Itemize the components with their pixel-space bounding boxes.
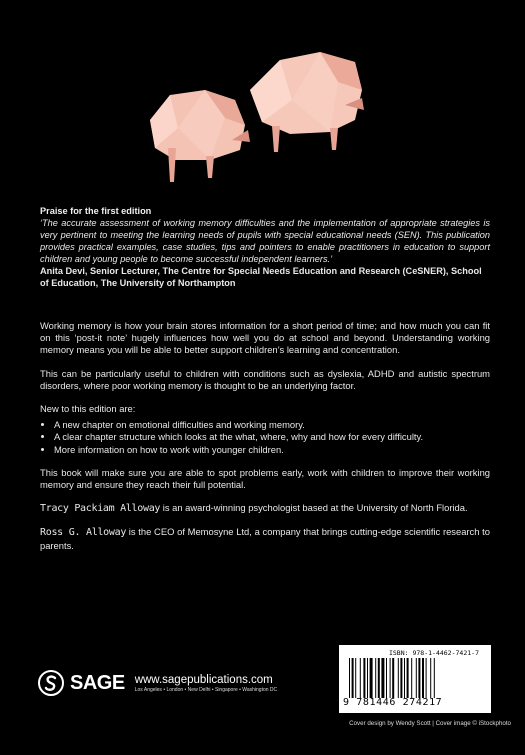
praise-heading: Praise for the first edition (40, 206, 152, 216)
author-2-name: Ross G. Alloway (40, 527, 127, 539)
isbn-barcode (339, 645, 491, 713)
barcode-number: 9 781446 274217 (343, 697, 443, 708)
praise-section (40, 205, 490, 289)
author-2-bio (40, 526, 490, 551)
publisher-name: SAGE (70, 671, 125, 694)
publisher-cities: Los Angeles • London • New Delhi • Singapore • Washington DC (134, 686, 278, 693)
praise-author: Anita Devi, Senior Lecturer, The Centre for Special Needs Education and Research (CeSNER), School of Education, The University of Northampton (40, 266, 482, 288)
author-2-bio-text: is the CEO of Memosyne Ltd, a company that brings cutting-edge scientific research to parents. (40, 526, 490, 551)
barcode-bar (416, 658, 417, 698)
origami-pig-right-image (250, 52, 364, 152)
barcode-bar (398, 658, 399, 698)
list-item: • More information on how to work with younger children. (54, 444, 490, 456)
barcode-bar (352, 658, 354, 698)
praise-quote: ‘The accurate assessment of working memory difficulties and the implementation of appropriate strategies is very pertinent to meeting the learning needs of pupils with special educational needs (SEN). This publication provides practical examples, case studies, tips and pointers to enable practitioners in education to support children and young people to become successful independent learners.’ (40, 218, 490, 264)
publisher-logo (38, 670, 277, 696)
new-edition-heading: New to this edition are: (40, 403, 136, 415)
barcode-bar (349, 658, 350, 698)
barcode-bar (392, 658, 394, 698)
cover-image-origami-pigs (0, 0, 525, 200)
barcode-bar (381, 658, 384, 698)
origami-pig-left-image (150, 90, 250, 182)
barcode-bar (434, 658, 435, 698)
barcode-bar (422, 658, 424, 698)
barcode-bar (400, 658, 402, 698)
new-edition-list (40, 419, 490, 456)
author-1-bio (40, 502, 490, 515)
isbn-label: ISBN: 978-1-4462-7421-7 (388, 649, 479, 657)
barcode-bar (407, 658, 409, 698)
author-1-bio-text: is an award-winning psychologist based at the University of North Florida. (160, 502, 468, 514)
barcode-bar (363, 658, 365, 698)
barcode-bar (370, 658, 373, 698)
blurb-paragraph-2: This can be particularly useful to children with conditions such as dyslexia, ADHD and autistic spectrum disorders, where poor working memory is thought to be an underlying factor. (40, 367, 490, 391)
barcode-bar (355, 658, 356, 698)
barcode-bar (360, 658, 361, 698)
list-item: • A new chapter on emotional difficulties and working memory. (54, 419, 490, 431)
barcode-bar (390, 658, 391, 698)
barcode-bar (430, 658, 431, 698)
barcode-bar (367, 658, 368, 698)
blurb (40, 320, 490, 563)
barcode-bar (375, 658, 376, 698)
blurb-paragraph-1: Working memory is how your brain stores information for a short period of time; and how much you can fit on this ‘post-it note’ hugely influences how well you do at school and beyond. Understanding working memory means you will be able to better support children’s learning and concentration. (40, 320, 490, 356)
blurb-paragraph-3: This book will make sure you are able to spot problems early, work with children to improve their working memory and ensure they reach their full potential. (40, 466, 490, 491)
cover-credits: Cover design by Wendy Scott | Cover image © iStockphoto (349, 720, 511, 727)
barcode-bars (349, 658, 481, 698)
barcode-bar (404, 658, 405, 698)
barcode-bar (386, 658, 387, 698)
publisher-url: www.sagepublications.com (134, 673, 273, 686)
author-1-name: Tracy Packiam Alloway (40, 503, 161, 515)
barcode-bar (418, 658, 420, 698)
barcode-bar (378, 658, 380, 698)
list-item: • A clear chapter structure which looks at the what, where, why and how for every difficulty. (54, 431, 490, 443)
barcode-bar (426, 658, 427, 698)
barcode-bar (411, 658, 412, 698)
sage-logo-icon (38, 670, 64, 696)
publisher-info (135, 674, 277, 693)
